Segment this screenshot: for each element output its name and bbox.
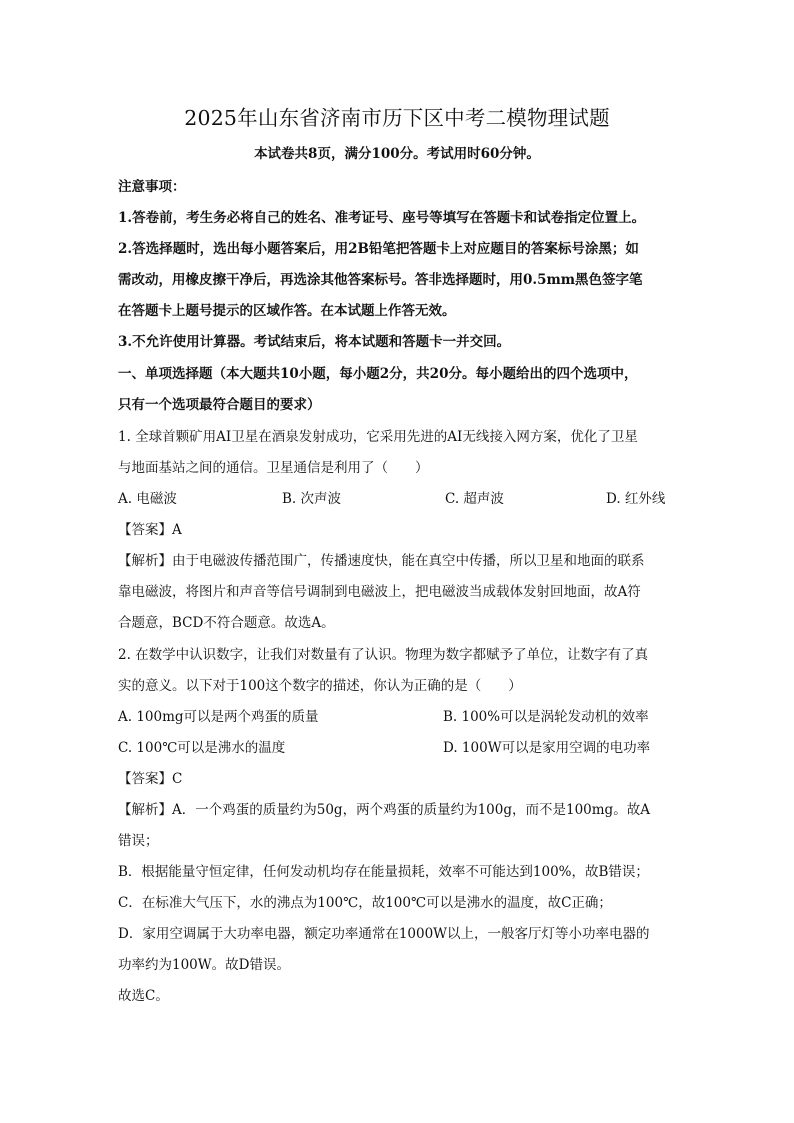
q2-stem-line-1: 2. 在数学中认识数字，让我们对数量有了认识。物理为数字都赋予了单位，让数字有了真 <box>118 647 649 663</box>
q2-option-d: D. 100W可以是家用空调的电功率 <box>443 740 651 756</box>
q1-option-d: D. 红外线 <box>606 491 666 507</box>
note-2-line-1: 2.答选择题时，选出每小题答案后，用2B铅笔把答题卡上对应题目的答案标号涂黑；如 <box>118 241 639 257</box>
q2-option-b: B. 100%可以是涡轮发动机的效率 <box>443 709 649 725</box>
notes-heading: 注意事项： <box>118 179 186 195</box>
exam-info: 本试卷共8页，满分100分。考试用时60分钟。 <box>254 146 540 162</box>
section-heading-line-1: 一、单项选择题（本大题共10小题，每小题2分，共20分。每小题给出的四个选项中， <box>118 366 638 382</box>
q1-option-b: B. 次声波 <box>282 491 342 507</box>
note-1: 1.答卷前，考生务必将自己的姓名、准考证号、座号等填写在答题卡和试卷指定位置上。 <box>118 210 646 226</box>
q2-conclusion: 故选C。 <box>118 988 169 1004</box>
q2-option-c: C. 100℃可以是沸水的温度 <box>118 740 286 756</box>
q2-analysis-line-3: B．根据能量守恒定律，任何发动机均存在能量损耗，效率不可能达到100%，故B错误； <box>118 864 649 880</box>
q2-option-a: A. 100mg可以是两个鸡蛋的质量 <box>118 709 319 725</box>
q1-answer: 【答案】A <box>118 522 182 538</box>
q2-stem-line-2: 实的意义。以下对于100这个数字的描述，你认为正确的是（ ） <box>118 678 522 694</box>
note-3: 3.不允许使用计算器。考试结束后，将本试题和答题卡一并交回。 <box>118 334 511 350</box>
note-2-line-2: 需改动，用橡皮擦干净后，再选涂其他答案标号。答非选择题时，用0.5mm黑色签字笔 <box>118 272 643 288</box>
q1-stem-line-1: 1. 全球首颗矿用AI卫星在酒泉发射成功，它采用先进的AI无线接入网方案，优化了卫星 <box>118 429 638 445</box>
q2-analysis-line-2: 错误； <box>118 833 159 849</box>
q2-analysis-line-6: 功率约为100W。故D错误。 <box>118 957 290 973</box>
section-heading-line-2: 只有一个选项最符合题目的要求） <box>118 397 321 413</box>
q1-option-a: A. 电磁波 <box>118 491 177 507</box>
q2-analysis-line-1: 【解析】A．一个鸡蛋的质量约为50g，两个鸡蛋的质量约为100g，而不是100mg。故A <box>118 802 650 818</box>
q1-analysis-line-2: 靠电磁波，将图片和声音等信号调制到电磁波上，把电磁波当成载体发射回地面，故A符 <box>118 584 641 600</box>
q2-answer: 【答案】C <box>118 771 183 787</box>
page-title: 2025年山东省济南市历下区中考二模物理试题 <box>184 106 610 130</box>
q1-option-c: C. 超声波 <box>445 491 504 507</box>
q2-analysis-line-5: D．家用空调属于大功率电器，额定功率通常在1000W以上，一般客厅灯等小功率电器的 <box>118 926 650 942</box>
q1-stem-line-2: 与地面基站之间的通信。卫星通信是利用了（ ） <box>118 460 429 476</box>
q1-analysis-line-3: 合题意，BCD不符合题意。故选A。 <box>118 615 335 631</box>
q2-analysis-line-4: C．在标准大气压下，水的沸点为100℃，故100℃可以是沸水的温度，故C正确； <box>118 895 612 911</box>
note-2-line-3: 在答题卡上题号提示的区域作答。在本试题上作答无效。 <box>118 303 456 319</box>
q1-analysis-line-1: 【解析】由于电磁波传播范围广，传播速度快，能在真空中传播，所以卫星和地面的联系 <box>118 553 645 569</box>
